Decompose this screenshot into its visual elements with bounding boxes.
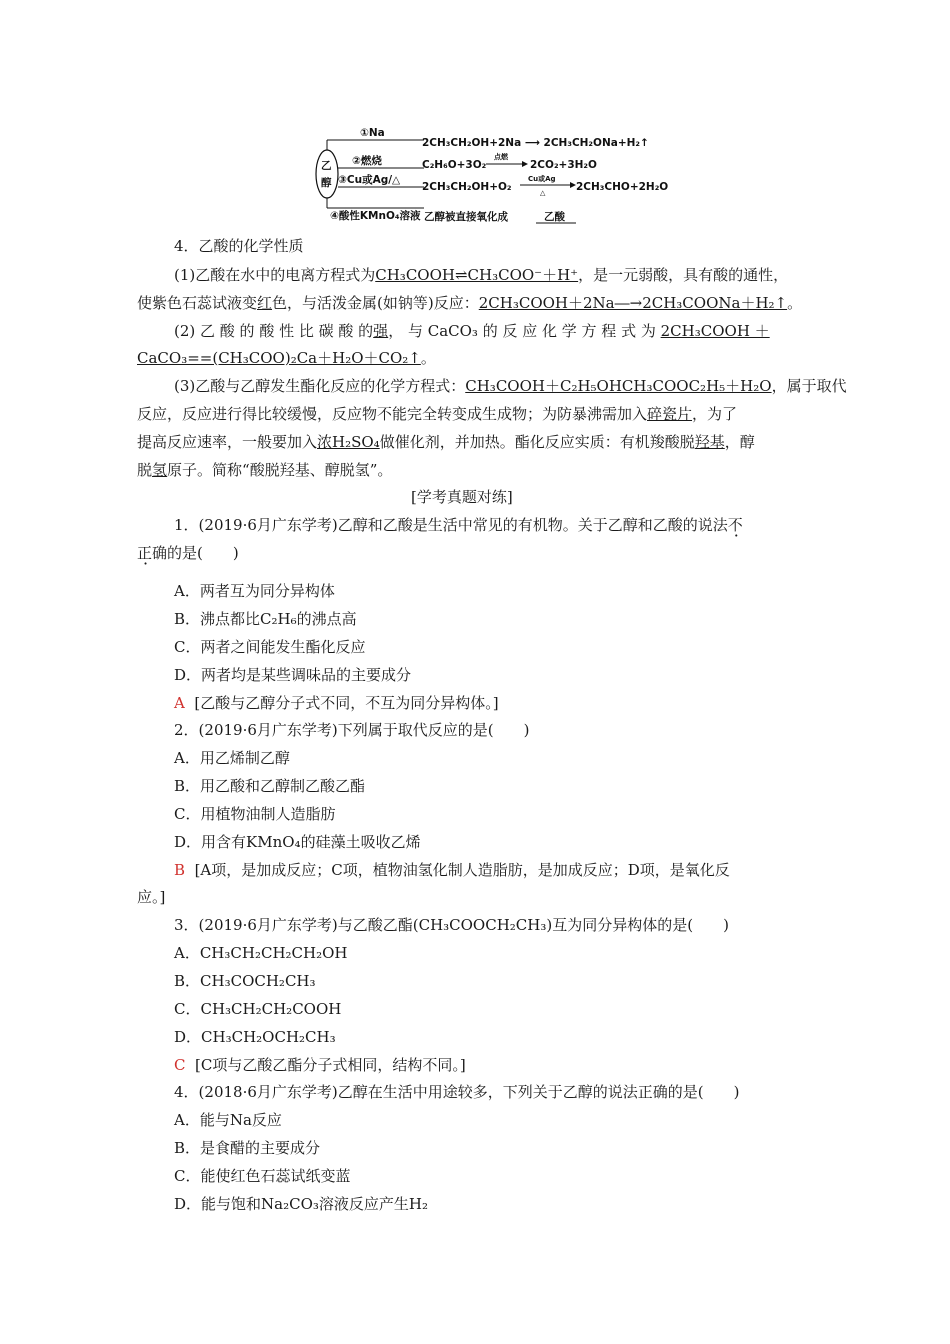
scheme-cond-1: ①Na (360, 127, 385, 139)
q1-option-b: B．沸点都比C₂H₆的沸点高 (174, 610, 357, 628)
q3-option-b: B．CH₃COCH₂CH₃ (174, 972, 316, 990)
scheme-eq-1: 2CH₃CH₂OH+2Na ⟶ 2CH₃CH₂ONa+H₂↑ (422, 137, 649, 149)
q2-answer-letter: B (174, 861, 186, 879)
scheme-eq-2-right: 2CO₂+3H₂O (530, 159, 597, 171)
scheme-over-2: 点燃 (494, 153, 508, 161)
q2-option-b: B．用乙酸和乙醇制乙酸乙酯 (174, 777, 366, 795)
scheme-cond-3: ③Cu或Ag/△ (338, 174, 401, 186)
q1-option-d: D．两者均是某些调味品的主要成分 (174, 666, 412, 684)
q4-option-d: D．能与饱和Na₂CO₃溶液反应产生H₂ (174, 1195, 428, 1213)
scheme-eq-2-left: C₂H₆O+3O₂ (422, 159, 487, 171)
scheme-blank-4: 乙酸 (544, 211, 565, 223)
para-1-line-2: 使紫色石蕊试液变红色，与活泼金属(如钠等)反应：2CH₃COOH＋2Na―→2CH₃COONa＋H₂↑。 (137, 294, 803, 312)
q2-option-a: A．用乙烯制乙醇 (174, 749, 290, 767)
ethanol-reaction-scheme (314, 122, 684, 230)
q2-option-d: D．用含有KMnO₄的硅藻土吸收乙烯 (174, 833, 421, 851)
q4-stem: 4．(2018·6月广东学考)乙醇在生活中用途较多，下列关于乙醇的说法正确的是( ) (174, 1083, 740, 1101)
q2-answer: B [A项，是加成反应；C项，植物油氢化制人造脂肪，是加成反应；D项，是氧化反 (174, 861, 730, 879)
q3-option-d: D．CH₃CH₂OCH₂CH₃ (174, 1028, 336, 1046)
q1-answer-letter: A (174, 694, 185, 712)
para-3-line-4: 脱氢原子。简称“酸脱羟基、醇脱氢”。 (137, 461, 393, 479)
scheme-cond-2: ②燃烧 (352, 155, 382, 167)
q2-option-c: C．用植物油制人造脂肪 (174, 805, 336, 823)
scheme-over-3: Cu或Ag (528, 175, 556, 183)
scheme-eq-4: 乙醇被直接氧化成 (424, 211, 508, 223)
q3-option-c: C．CH₃CH₂CH₂COOH (174, 1000, 342, 1018)
q3-stem: 3．(2019·6月广东学考)与乙酸乙酯(CH₃COOCH₂CH₃)互为同分异构体的是( ) (174, 916, 729, 934)
scheme-eq-3-left: 2CH₃CH₂OH+O₂ (422, 181, 512, 193)
q4-option-c: C．能使红色石蕊试纸变蓝 (174, 1167, 351, 1185)
section-title: 4．乙酸的化学性质 (174, 237, 304, 255)
q3-answer: C [C项与乙酸乙酯分子式相同，结构不同。] (174, 1056, 466, 1074)
scheme-under-3: △ (540, 189, 546, 197)
q1-stem-line-1: 1．(2019·6月广东学考)乙醇和乙酸是生活中常见的有机物。关于乙醇和乙酸的说法不 (174, 516, 743, 534)
q1-answer: A [乙酸与乙醇分子式不同，不互为同分异构体。] (174, 694, 499, 712)
scheme-cond-4: ④酸性KMnO₄溶液 (330, 210, 421, 222)
q3-answer-letter: C (174, 1056, 186, 1074)
q1-option-c: C．两者之间能发生酯化反应 (174, 638, 366, 656)
practice-title: [学考真题对练] (411, 488, 513, 506)
q4-option-b: B．是食醋的主要成分 (174, 1139, 321, 1157)
q1-option-a: A．两者互为同分异构体 (174, 582, 335, 600)
q1-stem-line-2: 正确的是( ) · (137, 543, 239, 563)
para-1-line-1: (1)乙酸在水中的电离方程式为CH₃COOH⇌CH₃COO⁻＋H⁺，是一元弱酸，具有酸的通性， (174, 266, 789, 284)
q2-stem: 2．(2019·6月广东学考)下列属于取代反应的是( ) (174, 721, 530, 739)
para-3-line-3: 提高反应速率，一般要加入浓H₂SO₄做催化剂，并加热。酯化反应实质：有机羧酸脱羟基，醇 (137, 433, 755, 451)
q4-option-a: A．能与Na反应 (174, 1111, 282, 1129)
para-2-line-2: CaCO₃==(CH₃COO)₂Ca＋H₂O＋CO₂↑。 (137, 349, 436, 367)
scheme-center-2: 醇 (321, 177, 332, 189)
scheme-eq-3-right: 2CH₃CHO+2H₂O (576, 181, 669, 193)
para-3-line-1: (3)乙酸与乙醇发生酯化反应的化学方程式：CH₃COOH＋C₂H₅OHCH₃COOC₂H₅＋H₂O，属于取代 (174, 377, 847, 395)
q3-option-a: A．CH₃CH₂CH₂CH₂OH (174, 944, 348, 962)
scheme-center-1: 乙 (321, 160, 332, 172)
para-3-line-2: 反应，反应进行得比较缓慢，反应物不能完全转变成生成物；为防暴沸需加入碎瓷片，为了 (137, 405, 738, 423)
q2-answer-cont: 应。] (137, 888, 166, 906)
para-2-line-1: (2) 乙 酸 的 酸 性 比 碳 酸 的强， 与 CaCO₃ 的 反 应 化 学 方 程 式 为 2CH₃COOH ＋ (174, 322, 770, 340)
